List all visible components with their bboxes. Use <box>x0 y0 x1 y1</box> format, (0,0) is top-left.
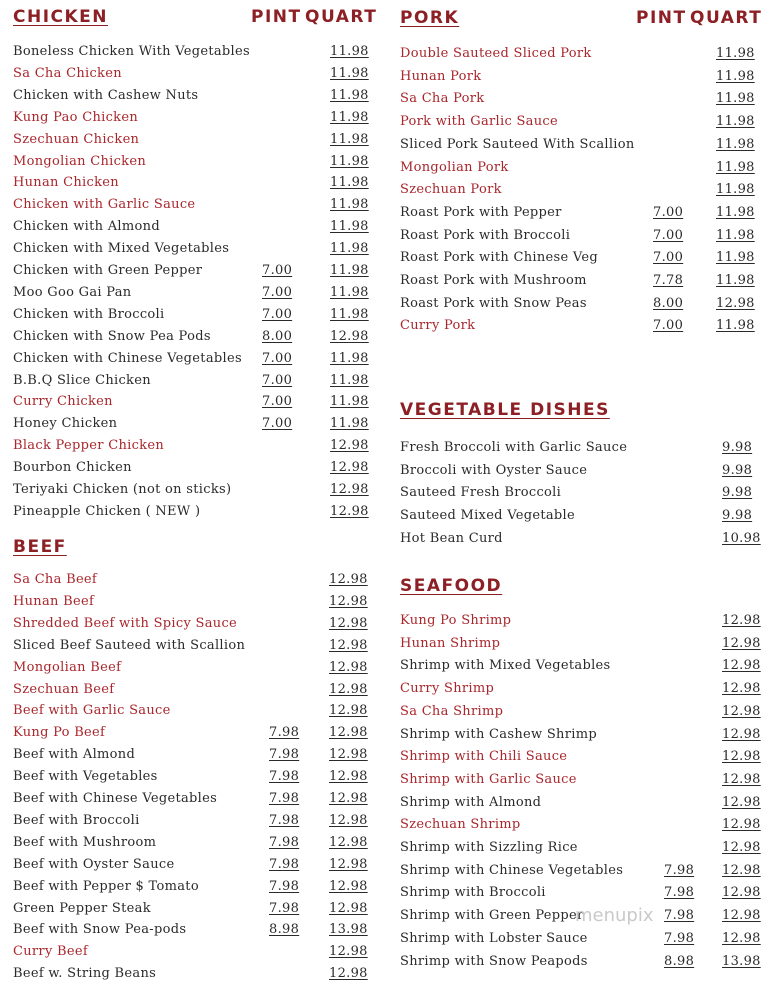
menu-item-name: Roast Pork with Broccoli <box>400 227 571 243</box>
menu-item <box>13 328 369 346</box>
menu-item <box>400 136 760 154</box>
quart-price: 9.98 <box>722 440 753 455</box>
menu-item-name: Sliced Beef Sauteed with Scallion <box>13 637 246 653</box>
menu-item <box>13 131 369 149</box>
menu-item <box>400 45 760 63</box>
menu-item <box>13 724 368 742</box>
quart-price: 11.98 <box>330 372 369 388</box>
menu-item <box>400 862 760 880</box>
menu-item-name: Roast Pork with Snow Peas <box>400 295 587 311</box>
menu-item <box>13 503 369 521</box>
vegetable-heading <box>400 400 760 422</box>
quart-price: 11.98 <box>330 350 369 366</box>
pint-header: PINT <box>251 7 302 27</box>
menu-item <box>13 174 369 192</box>
menu-item-name: Chicken with Mixed Vegetables <box>13 241 230 257</box>
quart-price: 12.98 <box>329 900 368 916</box>
quart-price: 9.98 <box>722 462 753 478</box>
pint-price: 7.00 <box>262 416 293 432</box>
menu-item-name: Roast Pork with Mushroom <box>400 273 587 288</box>
menu-item <box>13 350 369 368</box>
quart-price: 12.98 <box>722 930 761 946</box>
menu-item-name: Shrimp with Almond <box>400 794 542 810</box>
menu-item <box>13 790 368 808</box>
quart-price: 12.98 <box>329 856 368 872</box>
menu-item <box>13 746 368 764</box>
menu-item-name: Sliced Pork Sauteed With Scallion <box>400 136 635 152</box>
quart-price: 11.98 <box>716 318 755 334</box>
menu-item <box>13 637 368 655</box>
menu-item <box>13 109 369 127</box>
menu-item <box>400 113 760 131</box>
pint-price: 7.98 <box>269 725 300 741</box>
menu-item-name: Green Pepper Steak <box>13 900 151 916</box>
quart-price: 12.98 <box>722 862 761 878</box>
quart-price: 11.98 <box>330 65 369 81</box>
quart-price: 11.98 <box>330 109 369 125</box>
menu-item-name: Black Pepper Chicken <box>13 438 164 454</box>
menu-item-name: Curry Pork <box>400 318 476 334</box>
menu-item <box>13 240 369 258</box>
menu-item <box>13 900 368 918</box>
menu-item <box>13 812 368 830</box>
menu-item <box>13 393 369 411</box>
quart-price: 11.98 <box>330 284 369 300</box>
menu-item <box>400 484 760 502</box>
pint-price: 7.00 <box>262 350 293 366</box>
menu-item-name: Moo Goo Gai Pan <box>13 284 132 300</box>
menu-item-name: Roast Pork with Chinese Veg <box>400 250 599 266</box>
quart-price: 11.98 <box>330 87 369 103</box>
menu-item-name: Teriyaki Chicken (not on sticks) <box>13 482 232 497</box>
pint-price: 7.98 <box>269 900 300 916</box>
menu-item <box>400 794 760 812</box>
quart-price: 11.98 <box>716 46 755 61</box>
menu-item <box>400 439 760 457</box>
pint-price: 7.98 <box>269 856 300 872</box>
quart-price: 12.98 <box>329 637 368 653</box>
menu-item-name: Sa Cha Chicken <box>13 65 122 81</box>
quart-price: 11.98 <box>330 416 369 432</box>
pint-price: 7.00 <box>653 204 684 220</box>
quart-price: 11.98 <box>330 153 369 169</box>
menu-item-name: Chicken with Garlic Sauce <box>13 197 196 213</box>
menu-item <box>400 635 760 653</box>
menu-item-name: Shrimp with Broccoli <box>400 885 546 901</box>
menu-item-name: Mongolian Pork <box>400 159 509 175</box>
quart-price: 11.98 <box>330 44 369 59</box>
menu-item-name: Kung Pao Chicken <box>13 109 138 125</box>
menu-item-name: Kung Po Beef <box>13 725 106 741</box>
chicken-title: CHICKEN <box>13 7 109 27</box>
menu-item <box>13 571 368 589</box>
quart-price: 12.98 <box>329 966 368 982</box>
quart-price: 12.98 <box>329 659 368 675</box>
menu-item-name: Pineapple Chicken ( NEW ) <box>13 503 201 519</box>
pint-price: 8.00 <box>653 295 684 311</box>
menu-item <box>13 153 369 171</box>
quart-price: 13.98 <box>329 922 368 938</box>
menu-item-name: Boneless Chicken With Vegetables <box>13 44 250 59</box>
pint-price: 8.98 <box>269 922 300 938</box>
menu-item <box>400 227 760 245</box>
quart-price: 12.98 <box>722 885 761 901</box>
quart-price: 13.98 <box>722 953 761 969</box>
menu-item <box>13 615 368 633</box>
menu-item-name: Szechuan Shrimp <box>400 817 521 833</box>
menu-item-name: Beef with Garlic Sauce <box>13 703 171 719</box>
quart-price: 12.98 <box>330 328 369 344</box>
menu-item-name: Pork with Garlic Sauce <box>400 114 558 130</box>
quart-price: 11.98 <box>716 227 755 243</box>
menu-item <box>400 953 760 971</box>
menu-item <box>13 196 369 214</box>
quart-price: 11.98 <box>330 175 369 191</box>
menu-item-name: Szechuan Beef <box>13 681 115 697</box>
quart-price: 11.98 <box>716 91 755 107</box>
menu-item <box>400 272 760 290</box>
quart-price: 12.98 <box>329 944 368 960</box>
pork-heading <box>400 8 763 30</box>
quart-price: 12.98 <box>329 747 368 763</box>
pint-header: PINT <box>636 8 687 28</box>
menu-item-name: Shrimp with Snow Peapods <box>400 953 588 969</box>
menu-item-name: Sa Cha Beef <box>13 572 98 587</box>
pint-price: 7.98 <box>664 908 695 924</box>
pint-price: 7.00 <box>262 263 293 278</box>
menu-item <box>400 816 760 834</box>
menu-item-name: B.B.Q Slice Chicken <box>13 372 151 388</box>
menu-item-name: Curry Beef <box>13 944 88 960</box>
quart-price: 12.98 <box>329 725 368 741</box>
quart-price: 12.98 <box>722 726 761 742</box>
menu-item <box>13 834 368 852</box>
quart-price: 11.98 <box>716 204 755 220</box>
quart-price: 12.98 <box>722 771 761 787</box>
menu-item-name: Beef with Almond <box>13 747 136 763</box>
pint-price: 7.00 <box>262 372 293 388</box>
menu-item-name: Shredded Beef with Spicy Sauce <box>13 615 238 631</box>
quart-price: 12.98 <box>722 817 761 833</box>
menu-item-name: Beef with Broccoli <box>13 812 140 828</box>
menu-item <box>13 437 369 455</box>
quart-price: 12.98 <box>329 703 368 719</box>
menu-item <box>400 90 760 108</box>
menu-item-name: Shrimp with Sizzling Rice <box>400 840 578 855</box>
quart-price: 12.98 <box>329 572 368 587</box>
menu-item-name: Chicken with Green Pepper <box>13 263 203 278</box>
beef-title: BEEF <box>13 537 67 557</box>
quart-price: 12.98 <box>722 658 761 674</box>
menu-item <box>13 43 369 61</box>
pork-title: PORK <box>400 8 460 28</box>
quart-price: 12.98 <box>330 460 369 476</box>
menu-item-name: Sa Cha Pork <box>400 91 485 107</box>
menu-item-name: Szechuan Chicken <box>13 131 140 147</box>
menu-item <box>400 748 760 766</box>
menu-item <box>13 659 368 677</box>
pint-price: 7.98 <box>269 769 300 785</box>
seafood-heading <box>400 576 760 598</box>
quart-price: 11.98 <box>716 159 755 175</box>
menu-item <box>400 204 760 222</box>
menu-item-name: Kung Po Shrimp <box>400 613 512 628</box>
quart-price: 11.98 <box>330 131 369 147</box>
quart-price: 11.98 <box>716 114 755 130</box>
pint-price: 7.78 <box>653 273 684 288</box>
menu-item-name: Chicken with Almond <box>13 219 160 235</box>
menu-item-name: Beef with Oyster Sauce <box>13 856 175 872</box>
menu-item-name: Shrimp with Garlic Sauce <box>400 771 577 787</box>
quart-price: 10.98 <box>722 530 761 546</box>
quart-price: 11.98 <box>330 241 369 257</box>
menu-item-name: Beef with Chinese Vegetables <box>13 791 218 806</box>
pint-price: 7.98 <box>269 791 300 806</box>
quart-price: 12.98 <box>722 749 761 765</box>
quart-price: 12.98 <box>716 295 755 311</box>
menu-item <box>400 181 760 199</box>
menu-item <box>400 317 760 335</box>
quart-price: 12.98 <box>329 615 368 631</box>
menu-item-name: Szechuan Pork <box>400 182 502 198</box>
menu-item-name: Curry Shrimp <box>400 681 495 697</box>
quart-price: 12.98 <box>330 438 369 454</box>
menu-item-name: Beef with Vegetables <box>13 769 158 785</box>
menu-item-name: Curry Chicken <box>13 394 113 410</box>
menu-item-name: Shrimp with Lobster Sauce <box>400 930 588 946</box>
quart-price: 11.98 <box>330 306 369 322</box>
seafood-title: SEAFOOD <box>400 576 503 596</box>
menu-item-name: Beef w. String Beans <box>13 966 157 982</box>
menu-item-name: Hunan Pork <box>400 68 482 84</box>
quart-price: 11.98 <box>716 136 755 152</box>
menu-item-name: Shrimp with Chili Sauce <box>400 749 568 765</box>
quart-price: 11.98 <box>330 197 369 213</box>
quart-price: 11.98 <box>716 68 755 84</box>
watermark: menupix <box>575 905 654 926</box>
menu-item-name: Shrimp with Cashew Shrimp <box>400 726 597 742</box>
menu-item <box>400 726 760 744</box>
menu-item <box>13 459 369 477</box>
menu-item <box>13 87 369 105</box>
menu-item <box>13 65 369 83</box>
menu-item-name: Hot Bean Curd <box>400 530 503 546</box>
pint-price: 7.98 <box>269 834 300 850</box>
pint-price: 7.98 <box>664 885 695 901</box>
menu-item <box>400 249 760 267</box>
menu-item <box>400 884 760 902</box>
pint-price: 7.98 <box>269 812 300 828</box>
quart-price: 12.98 <box>329 834 368 850</box>
quart-header: QUART <box>690 8 763 28</box>
menu-item-name: Mongolian Chicken <box>13 153 147 169</box>
vegetable-title: VEGETABLE DISHES <box>400 400 610 420</box>
menu-item <box>13 878 368 896</box>
menu-item-name: Beef with Mushroom <box>13 834 157 850</box>
quart-price: 12.98 <box>330 482 369 497</box>
menu-item <box>400 930 760 948</box>
pint-price: 7.00 <box>653 250 684 266</box>
menu-item <box>13 593 368 611</box>
menu-item <box>13 921 368 939</box>
quart-price: 12.98 <box>722 703 761 719</box>
menu-item-name: Chicken with Broccoli <box>13 306 165 322</box>
menu-item <box>400 839 760 857</box>
menu-item-name: Bourbon Chicken <box>13 460 132 476</box>
menu-item-name: Shrimp with Chinese Vegetables <box>400 862 624 878</box>
quart-price: 12.98 <box>329 769 368 785</box>
menu-item-name: Honey Chicken <box>13 416 118 432</box>
menu-item <box>13 702 368 720</box>
menu-item <box>13 681 368 699</box>
quart-price: 12.98 <box>722 794 761 810</box>
menu-item <box>13 415 369 433</box>
menu-item-name: Fresh Broccoli with Garlic Sauce <box>400 440 628 455</box>
quart-price: 11.98 <box>716 273 755 288</box>
menu-item-name: Hunan Chicken <box>13 175 119 191</box>
menu-item <box>400 680 760 698</box>
quart-price: 12.98 <box>329 878 368 894</box>
chicken-heading <box>13 7 378 29</box>
menu-item-name: Double Sauteed Sliced Pork <box>400 46 592 61</box>
menu-item-name: Chicken with Cashew Nuts <box>13 87 199 103</box>
menu-item-name: Hunan Shrimp <box>400 635 501 651</box>
menu-item <box>13 943 368 961</box>
pint-price: 7.98 <box>664 930 695 946</box>
quart-price: 11.98 <box>330 394 369 410</box>
quart-price: 12.98 <box>722 908 761 924</box>
quart-price: 11.98 <box>330 219 369 235</box>
beef-heading <box>13 537 363 559</box>
pint-price: 7.98 <box>269 878 300 894</box>
menu-item <box>400 771 760 789</box>
pint-price: 7.00 <box>653 227 684 243</box>
menu-item-name: Roast Pork with Pepper <box>400 204 562 220</box>
menu-item <box>13 284 369 302</box>
menu-item <box>400 657 760 675</box>
pint-price: 7.00 <box>262 284 293 300</box>
menu-item <box>13 262 369 280</box>
menu-item <box>400 159 760 177</box>
quart-price: 12.98 <box>329 812 368 828</box>
quart-price: 12.98 <box>722 613 761 628</box>
quart-price: 12.98 <box>329 593 368 609</box>
menu-item <box>13 965 368 983</box>
menu-item-name: Beef with Pepper $ Tomato <box>13 878 199 894</box>
menu-item-name: Sauteed Fresh Broccoli <box>400 485 562 501</box>
quart-price: 12.98 <box>722 681 761 697</box>
menu-item <box>13 218 369 236</box>
menu-item <box>400 295 760 313</box>
menu-item <box>13 856 368 874</box>
menu-item-name: Chicken with Snow Pea Pods <box>13 328 211 344</box>
quart-price: 9.98 <box>722 485 753 501</box>
quart-price: 12.98 <box>329 681 368 697</box>
menu-item-name: Sa Cha Shrimp <box>400 703 504 719</box>
quart-price: 11.98 <box>716 182 755 198</box>
pint-price: 7.00 <box>262 394 293 410</box>
quart-price: 9.98 <box>722 508 753 524</box>
pint-price: 7.98 <box>269 747 300 763</box>
menu-item <box>400 612 760 630</box>
pint-price: 7.00 <box>653 318 684 334</box>
menu-item-name: Broccoli with Oyster Sauce <box>400 462 588 478</box>
menu-item-name: Shrimp with Green Pepper <box>400 908 584 924</box>
menu-item <box>13 768 368 786</box>
quart-header: QUART <box>305 7 378 27</box>
menu-item-name: Mongolian Beef <box>13 659 122 675</box>
menu-item <box>400 507 760 525</box>
menu-item <box>13 481 369 499</box>
menu-item-name: Sauteed Mixed Vegetable <box>400 508 575 524</box>
menu-item-name: Beef with Snow Pea-pods <box>13 922 187 938</box>
menu-item <box>13 372 369 390</box>
menu-item <box>400 68 760 86</box>
menu-item <box>400 530 760 548</box>
pint-price: 7.98 <box>664 862 695 878</box>
pint-price: 7.00 <box>262 306 293 322</box>
menu-item-name: Chicken with Chinese Vegetables <box>13 350 242 366</box>
pint-price: 8.98 <box>664 953 695 969</box>
menu-item-name: Hunan Beef <box>13 593 95 609</box>
menu-item <box>400 703 760 721</box>
menu-item-name: Shrimp with Mixed Vegetables <box>400 658 611 674</box>
menu-item <box>400 462 760 480</box>
quart-price: 12.98 <box>329 791 368 806</box>
pint-price: 8.00 <box>262 328 293 344</box>
quart-price: 12.98 <box>722 635 761 651</box>
quart-price: 11.98 <box>330 263 369 278</box>
quart-price: 12.98 <box>722 840 761 855</box>
quart-price: 12.98 <box>330 503 369 519</box>
menu-item <box>13 306 369 324</box>
quart-price: 11.98 <box>716 250 755 266</box>
